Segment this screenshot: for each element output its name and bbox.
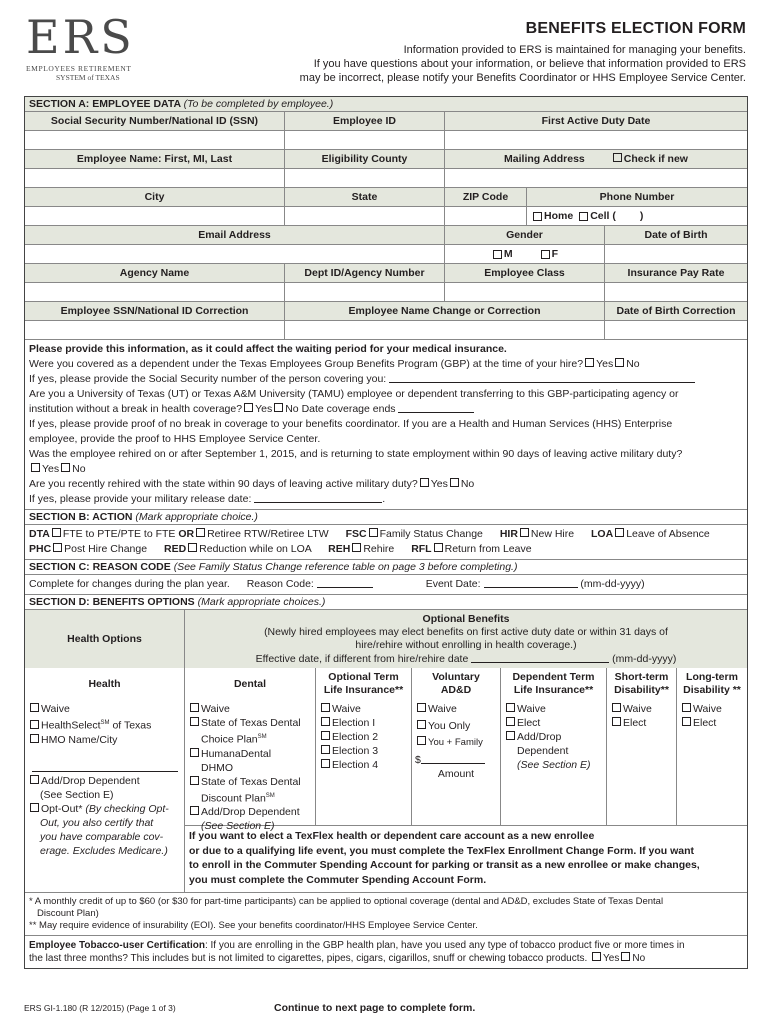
row-name-inputs: [25, 169, 747, 188]
reason-code-field[interactable]: [317, 577, 373, 588]
row-ssn-labels: [25, 112, 747, 131]
section-d-options: [25, 700, 747, 893]
label-zip: ZIP Code: [445, 188, 527, 206]
row-corr-labels: [25, 302, 747, 321]
label-employee-name: Employee Name: First, MI, Last: [25, 150, 285, 168]
q4-yes-checkbox[interactable]: [420, 478, 429, 487]
std-elect-checkbox[interactable]: [612, 717, 621, 726]
vol-amount-field[interactable]: [421, 753, 485, 764]
ers-logo: [26, 10, 176, 82]
std-options-col: Waive Elect: [607, 700, 677, 825]
q-rehired-military: Was the employee rehired on or after September 1, 2015, and is returning to state employment within 90 days of leaving active military duty?: [29, 448, 683, 460]
logo-letters: ERS: [26, 10, 135, 64]
q4-no-checkbox[interactable]: [450, 478, 459, 487]
q-recently-rehired: Are you recently rehired with the state within 90 days of leaving active military duty? Yes No: [29, 478, 475, 490]
row-name-labels: [25, 150, 747, 169]
health-options-col: Waive HealthSelect℠ of Texas HMO Name/City Add/Drop Dependent (See Section E) Opt-Out* (By checking Opt- Out, you also certify that you have comparable cov- erage. Excludes Medicare.): [25, 700, 185, 892]
first-active-field[interactable]: [445, 131, 747, 149]
page-header: [0, 0, 770, 96]
dep-waive-checkbox[interactable]: [506, 703, 515, 712]
q3-no-checkbox[interactable]: [61, 463, 70, 472]
row-city-labels: [25, 188, 747, 207]
dep-elect-checkbox[interactable]: [506, 717, 515, 726]
event-date-field[interactable]: [484, 577, 578, 588]
texflex-notice: If you want to elect a TexFlex health or dependent care account as a new enrollee or due to a qualifying life event, you must complete the TexFlex Enrollment Change Form. If you want to enroll in the Commuter Spending Account for parking or transit as a new enrollee or make changes, you must complete the Commuter Spending Account Form.: [189, 830, 700, 886]
zip-field[interactable]: [445, 207, 527, 225]
health-adddrop-checkbox[interactable]: [30, 775, 39, 784]
row-city-inputs: [25, 207, 747, 226]
label-phone: Phone Number: [527, 188, 747, 206]
gender-m-checkbox[interactable]: [493, 250, 502, 259]
continue-note: Continue to next page to complete form.: [274, 1002, 476, 1014]
optlife-options-col: Waive Election I Election 2 Election 3 Election 4: [316, 700, 412, 825]
intro-text: [246, 43, 746, 85]
or-checkbox[interactable]: [196, 528, 205, 537]
optional-benefits-header: Optional Benefits (Newly hired employees may elect benefits on first active duty date or within 31 days of hire/rehire without enrolling in health coverage.) Effective date, if different from hire/rehire date (mm-dd-yyyy): [185, 610, 747, 668]
form-title: BENEFITS ELECTION FORM: [525, 20, 746, 37]
optlife-waive-checkbox[interactable]: [321, 703, 330, 712]
emp-class-field[interactable]: [445, 283, 605, 301]
red-checkbox[interactable]: [188, 543, 197, 552]
col-dental: Dental: [185, 668, 316, 700]
page-footer: [24, 1003, 746, 1013]
rfl-checkbox[interactable]: [434, 543, 443, 552]
col-std: Short-term Disability**: [607, 668, 677, 700]
row-ssn-inputs: [25, 131, 747, 150]
election-4-checkbox[interactable]: [321, 759, 330, 768]
pay-rate-field[interactable]: [605, 283, 747, 301]
label-agency: Agency Name: [25, 264, 285, 282]
row-agency-inputs: [25, 283, 747, 302]
dep-adddrop-checkbox[interactable]: [506, 731, 515, 740]
tobacco-yes-checkbox[interactable]: [592, 952, 601, 961]
dental-choice-checkbox[interactable]: [190, 717, 199, 726]
coverage-ends-field[interactable]: [398, 402, 474, 413]
q-release-date: If yes, please provide your military release date: .: [29, 493, 386, 505]
release-date-field[interactable]: [254, 492, 382, 503]
q2-no-checkbox[interactable]: [274, 403, 283, 412]
waiting-period-block: [25, 340, 747, 510]
label-dob: Date of Birth: [605, 226, 747, 244]
vol-waive-checkbox[interactable]: [417, 703, 426, 712]
hmo-name-field[interactable]: [32, 757, 178, 772]
col-ltd: Long-term Disability **: [677, 668, 747, 700]
agency-field[interactable]: [25, 283, 285, 301]
q2-yes-checkbox[interactable]: [244, 403, 253, 412]
q-proof-2: employee, provide the proof to HHS Employee Service Center.: [29, 433, 321, 445]
tobacco-no-checkbox[interactable]: [621, 952, 630, 961]
health-waive-checkbox[interactable]: [30, 703, 39, 712]
gender-field: M F: [445, 245, 605, 263]
label-eligibility: Eligibility County: [285, 150, 445, 168]
q3-yes-checkbox[interactable]: [31, 463, 40, 472]
dept-field[interactable]: [285, 283, 445, 301]
col-optlife: Optional Term Life Insurance**: [316, 668, 412, 700]
label-dept: Dept ID/Agency Number: [285, 264, 445, 282]
intro-line: Information provided to ERS is maintained for managing your benefits.: [403, 44, 746, 56]
row-corr-inputs: [25, 321, 747, 340]
dep-options-col: Waive Elect Add/Drop Dependent (See Section E): [501, 700, 607, 825]
employee-id-field[interactable]: [285, 131, 445, 149]
tobacco-certification: Employee Tobacco-user Certification: If you are enrolling in the GBP health plan, have you used any type of tobacco product five or more times in the last three months? This includes but is not limited to cigarettes, pipes, cigars, cigarillos, snuff or chewing tobacco products. Yes No: [29, 940, 685, 964]
eligibility-field[interactable]: [285, 169, 445, 187]
phone-field[interactable]: Home Cell ( ): [527, 207, 747, 225]
label-pay-rate: Insurance Pay Rate: [605, 264, 747, 282]
col-vol: Voluntary AD&D: [412, 668, 501, 700]
humana-checkbox[interactable]: [190, 748, 199, 757]
col-health: Health: [25, 668, 185, 700]
phc-checkbox[interactable]: [53, 543, 62, 552]
label-dob-corr: Date of Birth Correction: [605, 302, 747, 320]
vol-you-checkbox[interactable]: [417, 720, 426, 729]
reh-checkbox[interactable]: [352, 543, 361, 552]
dental-options-col: Waive State of Texas Dental Choice Plan℠ HumanaDental DHMO State of Texas Dental Discount Plan℠ Add/Drop Dependent (See Section E): [185, 700, 316, 825]
effective-date-field[interactable]: [471, 652, 609, 663]
q-ssn-covering: If yes, please provide the Social Security number of the person covering you:: [29, 372, 743, 387]
q-proof: If yes, please provide proof of no break in coverage to your benefits coordinator. If you are a Health and Human Services (HHS) Enterprise: [29, 418, 673, 430]
employee-name-field[interactable]: [25, 169, 285, 187]
intro-line: If you have questions about your information, or believe that information provided to ERS: [313, 58, 746, 70]
vol-family-checkbox[interactable]: [417, 736, 426, 745]
label-ssn: Social Security Number/National ID (SSN): [25, 112, 285, 130]
label-first-active: First Active Duty Date: [445, 112, 747, 130]
section-b-title: SECTION B: ACTION (Mark appropriate choice.): [25, 510, 747, 525]
section-c-row: Complete for changes during the plan year. Reason Code: Event Date: (mm-dd-yyyy): [25, 575, 747, 595]
hmo-checkbox[interactable]: [30, 734, 39, 743]
dta-checkbox[interactable]: [52, 528, 61, 537]
benefits-form: [24, 96, 748, 969]
label-email: Email Address: [25, 226, 445, 244]
section-d-colheaders: [25, 668, 747, 700]
email-field[interactable]: [25, 245, 445, 263]
city-field[interactable]: [25, 207, 285, 225]
election-3-checkbox[interactable]: [321, 745, 330, 754]
label-city: City: [25, 188, 285, 206]
dental-discount-checkbox[interactable]: [190, 776, 199, 785]
row-email-inputs: [25, 245, 747, 264]
intro-line: may be incorrect, please notify your Benefits Coordinator or HHS Employee Service Center.: [299, 72, 746, 84]
cell-checkbox[interactable]: [579, 212, 588, 221]
loa-checkbox[interactable]: [615, 528, 624, 537]
name-corr-field[interactable]: [285, 321, 605, 339]
q-ut-tamu-2: institution without a break in health coverage? Yes No Date coverage ends: [29, 402, 743, 417]
waiting-lead: Please provide this information, as it could affect the waiting period for your medical insurance.: [29, 343, 507, 355]
home-checkbox[interactable]: [533, 212, 542, 221]
ssn-corr-field[interactable]: [25, 321, 285, 339]
ltd-waive-checkbox[interactable]: [682, 703, 691, 712]
logo-line1: EMPLOYEES RETIREMENT: [26, 64, 132, 73]
election-1-checkbox[interactable]: [321, 717, 330, 726]
section-d-title: SECTION D: BENEFITS OPTIONS (Mark appropriate choices.): [25, 595, 747, 610]
label-employee-id: Employee ID: [285, 112, 445, 130]
ltd-elect-checkbox[interactable]: [682, 717, 691, 726]
form-code: ERS GI-1.180 (R 12/2015) (Page 1 of 3): [24, 1003, 176, 1013]
covering-ssn-field[interactable]: [389, 372, 695, 383]
label-emp-class: Employee Class: [445, 264, 605, 282]
healthselect-checkbox[interactable]: [30, 720, 39, 729]
q-ut-tamu: Are you a University of Texas (UT) or Texas A&M University (TAMU) employee or dependent transferring to this GBP-participating agency or: [29, 388, 679, 400]
logo-line2: SYSTEM of TEXAS: [56, 73, 120, 82]
ssn-field[interactable]: [25, 131, 285, 149]
mailing-field[interactable]: [445, 169, 747, 187]
election-2-checkbox[interactable]: [321, 731, 330, 740]
check-if-new-checkbox[interactable]: [613, 153, 622, 162]
dental-waive-checkbox[interactable]: [190, 703, 199, 712]
vol-options-col: Waive You Only You + Family $ Amount: [412, 700, 501, 825]
section-d-header: [25, 610, 747, 668]
section-c-title: SECTION C: REASON CODE (See Family Status Change reference table on page 3 before completing.): [25, 560, 747, 575]
std-waive-checkbox[interactable]: [612, 703, 621, 712]
ltd-options-col: Waive Elect: [677, 700, 747, 825]
dental-adddrop-checkbox[interactable]: [190, 806, 199, 815]
row-agency-labels: [25, 264, 747, 283]
q-rehired-military-answer: Yes No: [29, 462, 743, 477]
section-a-title: SECTION A: EMPLOYEE DATA (To be completed by employee.): [25, 97, 747, 112]
footnotes: * A monthly credit of up to $60 (or $30 for part-time participants) can be applied to optional coverage (dental and AD&D, excludes State of Texas Dental Discount Plan) ** May require evidence of insurability (EOI). See your benefits coordinator/HHS Employee Service Center.: [25, 893, 747, 936]
health-options-header: Health Options: [25, 610, 185, 668]
dob-field[interactable]: [605, 245, 747, 263]
fsc-checkbox[interactable]: [369, 528, 378, 537]
dob-corr-field[interactable]: [605, 321, 747, 339]
optout-checkbox[interactable]: [30, 803, 39, 812]
q-gbp-dependent: Were you covered as a dependent under the Texas Employees Group Benefits Program (GBP) at the time of your hire? Yes No: [29, 358, 640, 370]
label-state: State: [285, 188, 445, 206]
q1-no-checkbox[interactable]: [615, 358, 624, 367]
hir-checkbox[interactable]: [520, 528, 529, 537]
q1-yes-checkbox[interactable]: [585, 358, 594, 367]
col-dep: Dependent Term Life Insurance**: [501, 668, 607, 700]
gender-f-checkbox[interactable]: [541, 250, 550, 259]
label-name-corr: Employee Name Change or Correction: [285, 302, 605, 320]
row-email-labels: [25, 226, 747, 245]
state-field[interactable]: [285, 207, 445, 225]
section-b-actions: DTA FTE to PTE/PTE to FTE OR Retiree RTW/Retiree LTW FSC Family Status Change HIR New Hire LOA Leave of Absence PHC Post Hire Change RED Reduction while on LOA REH Rehire RFL Return from Leave: [25, 525, 747, 560]
label-gender: Gender: [445, 226, 605, 244]
label-mailing: Mailing Address Check if new: [445, 150, 747, 168]
label-ssn-corr: Employee SSN/National ID Correction: [25, 302, 285, 320]
